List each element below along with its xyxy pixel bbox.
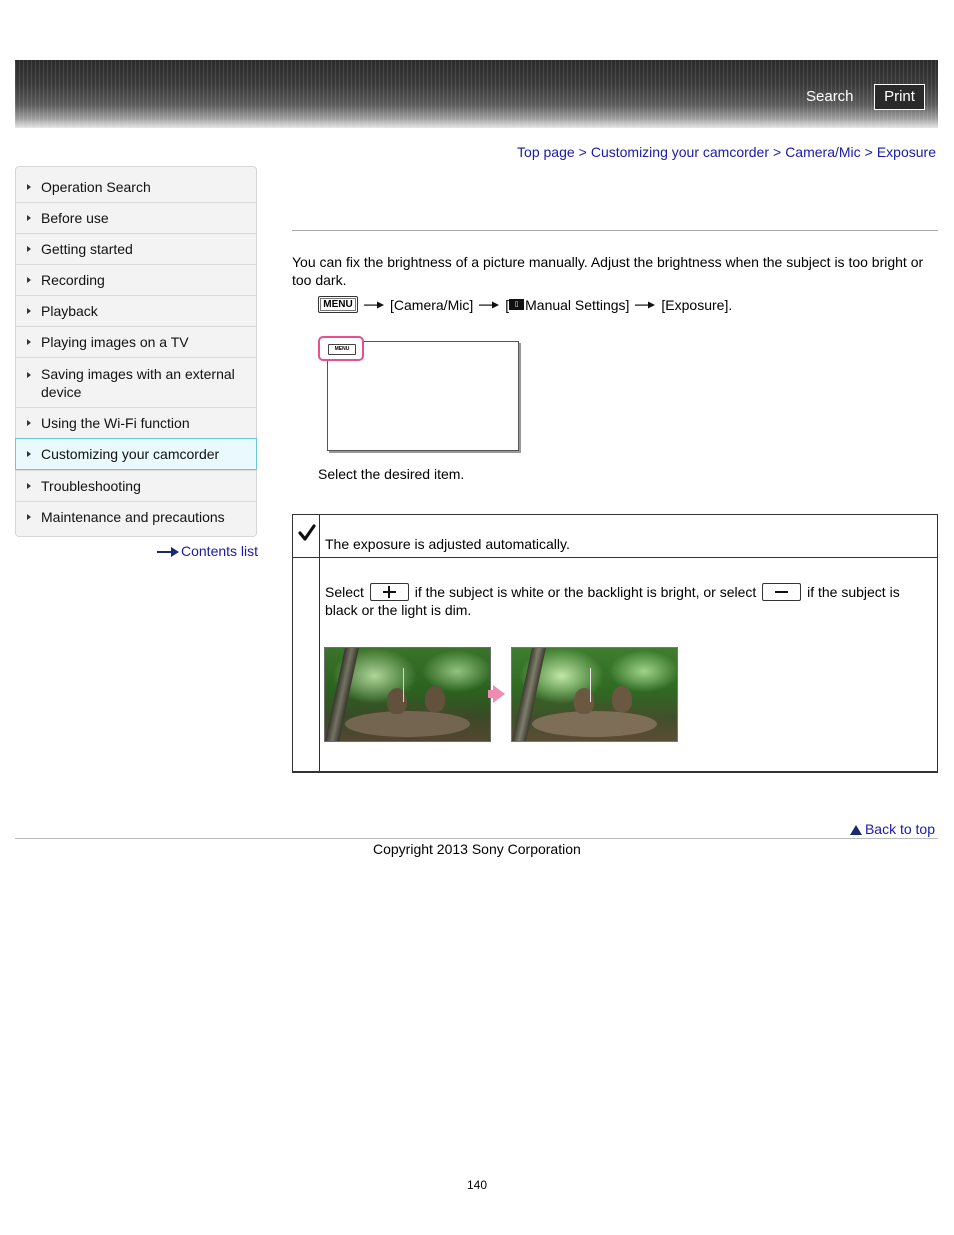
- arrow-right-icon: [364, 301, 384, 309]
- sidebar-nav: [15, 166, 257, 537]
- menu-button-icon: MENU: [318, 296, 358, 313]
- mini-menu-icon: MENU: [328, 344, 356, 355]
- page-number: 140: [467, 1178, 488, 1192]
- arrow-right-icon: [493, 685, 505, 703]
- path-step-exposure: [Exposure].: [661, 296, 733, 313]
- auto-exposure-text: The exposure is adjusted automatically.: [325, 536, 570, 552]
- sidebar-item-operation-search[interactable]: [16, 171, 256, 202]
- path-step-manual-settings: Manual Settings]: [525, 296, 630, 313]
- path-step-bracket: [: [505, 296, 510, 313]
- sidebar-item-before-use[interactable]: [16, 202, 256, 233]
- breadcrumb-customizing[interactable]: Customizing your camcorder: [590, 144, 769, 160]
- manual-end-text: if the subject is black or the light is dim.: [325, 584, 900, 618]
- sidebar-item-label: Playback: [41, 303, 98, 319]
- triangle-right-icon: [27, 451, 31, 457]
- arrow-right-icon: [635, 301, 655, 309]
- sidebar-item-playing-on-tv[interactable]: [16, 326, 256, 357]
- sidebar-item-label: Troubleshooting: [41, 478, 141, 494]
- sidebar-item-label: Recording: [41, 272, 105, 288]
- sidebar-item-troubleshooting[interactable]: [16, 470, 256, 501]
- triangle-right-icon: [27, 372, 31, 378]
- table-divider: [319, 515, 320, 772]
- sidebar-item-label: Before use: [41, 210, 109, 226]
- photo-after: [511, 647, 678, 742]
- sidebar-item-customizing[interactable]: [15, 438, 257, 470]
- breadcrumb-separator: >: [578, 144, 587, 160]
- sidebar-item-label: Operation Search: [41, 178, 151, 195]
- sidebar-item-recording[interactable]: [16, 264, 256, 295]
- path-step-camera-mic: [Camera/Mic]: [390, 296, 474, 313]
- manual-select-text: Select: [325, 584, 364, 600]
- triangle-right-icon: [27, 339, 31, 345]
- manual-mid-text: if the subject is white or the backlight is bright, or select: [414, 584, 757, 600]
- contents-list-label: Contents list: [181, 543, 259, 559]
- intro-text: You can fix the brightness of a picture manually. Adjust the brightness when the subject is too bright or too dark.: [292, 254, 924, 288]
- checkmark-icon: [298, 524, 316, 542]
- sidebar-item-label: Playing images on a TV: [41, 334, 189, 350]
- arrow-right-icon: [479, 301, 499, 309]
- copyright-text: Copyright 2013 Sony Corporation: [373, 841, 581, 857]
- triangle-right-icon: [27, 184, 31, 190]
- breadcrumb-exposure[interactable]: Exposure: [876, 144, 936, 160]
- sidebar-item-label: Using the Wi-Fi function: [41, 415, 190, 431]
- contents-list-link[interactable]: [157, 543, 258, 559]
- triangle-right-icon: [27, 514, 31, 520]
- triangle-right-icon: [27, 308, 31, 314]
- triangle-right-icon: [27, 277, 31, 283]
- photo-before: [324, 647, 491, 742]
- triangle-right-icon: [27, 483, 31, 489]
- select-instruction: Select the desired item.: [318, 466, 465, 482]
- triangle-right-icon: [27, 215, 31, 221]
- table-divider: [293, 557, 937, 558]
- sidebar-item-label: Customizing your camcorder: [41, 446, 220, 462]
- sidebar-item-label: Maintenance and precautions: [41, 509, 225, 525]
- sidebar-item-maintenance[interactable]: [16, 501, 256, 532]
- breadcrumb-top-page[interactable]: Top page: [517, 144, 575, 160]
- triangle-up-icon: [850, 825, 862, 835]
- back-to-top-label: Back to top: [864, 821, 935, 837]
- sidebar-item-label: Getting started: [41, 241, 133, 257]
- search-link[interactable]: Search: [806, 88, 854, 105]
- divider: [292, 230, 938, 231]
- breadcrumb-separator: >: [773, 144, 782, 160]
- sidebar-item-saving-external[interactable]: [16, 357, 256, 407]
- table-divider: [292, 771, 938, 773]
- plus-button-icon: [370, 583, 409, 601]
- breadcrumb: [517, 144, 936, 160]
- sidebar-item-label: Saving images with an external device: [41, 365, 235, 400]
- menu-highlight: [318, 336, 364, 361]
- sidebar-item-playback[interactable]: [16, 295, 256, 326]
- back-to-top-link[interactable]: [850, 821, 935, 837]
- sidebar-item-wifi[interactable]: [16, 407, 256, 438]
- breadcrumb-separator: >: [864, 144, 873, 160]
- arrow-right-icon: [157, 547, 179, 557]
- minus-button-icon: [762, 583, 801, 601]
- triangle-right-icon: [27, 420, 31, 426]
- manual-settings-icon: ▯: [509, 299, 524, 310]
- triangle-right-icon: [27, 246, 31, 252]
- breadcrumb-camera-mic[interactable]: Camera/Mic: [785, 144, 861, 160]
- manual-exposure-text: [325, 583, 933, 619]
- divider: [15, 838, 938, 839]
- sidebar-item-getting-started[interactable]: [16, 233, 256, 264]
- print-button[interactable]: Print: [874, 84, 925, 110]
- header-bar: [15, 60, 938, 128]
- menu-path: [318, 296, 732, 313]
